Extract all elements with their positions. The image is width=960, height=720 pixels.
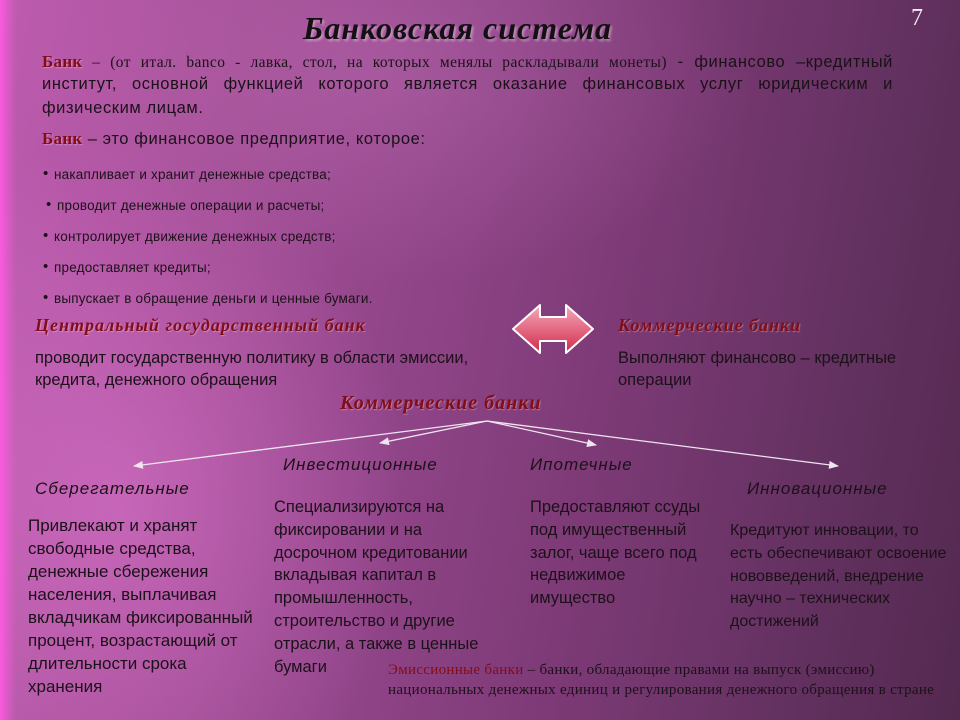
emission-banks-definition: – банки, обладающие правами на выпуск (эмиссию) — [523, 662, 875, 678]
mortgage-description — [530, 496, 700, 610]
innovation-description — [730, 520, 946, 634]
savings-description-line: Привлекают и хранят — [28, 516, 198, 535]
bank-definition-line-2: институт, основной функцией которого является оказание финансовых услуг юридическим и — [42, 75, 893, 93]
central-bank-description-line: кредита, денежного обращения — [35, 371, 278, 389]
investment-description — [274, 496, 478, 678]
central-bank-description-line: проводит государственную политику в области эмиссии, — [35, 349, 469, 367]
tree-root-title: Коммерческие банки — [340, 392, 542, 414]
savings-description-line: населения, выплачивая — [28, 585, 217, 604]
mortgage-description-line: под имущественный — [530, 520, 687, 539]
bank-term: Банк — [42, 129, 83, 148]
investment-description-line: отрасли, а также в ценные — [274, 634, 479, 653]
central-bank-title: Центральный государственный банк — [35, 315, 366, 335]
savings-description-line: денежные сбережения — [28, 562, 209, 581]
bank-function-item: • выпускает в обращение деньги и ценные бумаги. — [43, 290, 373, 308]
investment-description-line: Специализируются на — [274, 498, 445, 516]
investment-description-line: строительство и другие — [274, 611, 455, 630]
investment-description-line: фиксировании и на — [274, 520, 422, 539]
bank-term: Банк — [42, 52, 83, 71]
slide-title: Банковская система — [302, 10, 613, 46]
commercial-banks-description-line: операции — [618, 371, 692, 389]
innovation-description-line: Кредитуют инновации, то — [730, 522, 919, 539]
emission-banks-line-1 — [388, 661, 875, 680]
investment-description-line: досрочном кредитовании — [274, 543, 468, 562]
branch-label-investment: Инвестиционные — [283, 455, 438, 474]
bank-definition-2-text: – это финансовое предприятие, которое: — [82, 130, 426, 148]
investment-description-line: промышленность, — [274, 589, 413, 608]
mortgage-description-line: залог, чаще всего под — [530, 543, 697, 562]
bank-function-item: • накапливает и хранит денежные средства; — [43, 166, 331, 184]
bank-definition-line-3: физическим лицам. — [42, 99, 204, 117]
savings-description-line: длительности срока — [28, 654, 187, 673]
branch-label-savings: Сберегательные — [35, 479, 190, 498]
emission-banks-line-2: национальных денежных единиц и регулирования денежного обращения в стране — [388, 682, 935, 698]
emission-banks-term: Эмиссионные банки — [388, 662, 524, 678]
bank-definition-line-1-tail: - финансово –кредитный — [666, 53, 893, 71]
investment-description-line: бумаги — [274, 657, 327, 676]
savings-description-line: вкладчикам фиксированный — [28, 608, 253, 627]
page-number: 7 — [911, 5, 923, 31]
commercial-banks-description-line: Выполняют финансово – кредитные — [618, 349, 897, 367]
bank-function-item: • контролирует движение денежных средств; — [43, 228, 336, 246]
savings-description — [28, 514, 253, 698]
bank-function-item: • проводит денежные операции и расчеты; — [46, 197, 325, 215]
commercial-banks-title: Коммерческие банки — [618, 315, 802, 335]
bank-function-item: • предоставляет кредиты; — [43, 259, 211, 277]
branch-label-mortgage: Ипотечные — [530, 455, 633, 474]
innovation-description-line: есть обеспечивают освоение — [730, 544, 947, 562]
innovation-description-line: достижений — [730, 613, 819, 631]
mortgage-description-line: недвижимое — [530, 566, 626, 585]
innovation-description-line: нововведений, внедрение — [730, 567, 924, 585]
savings-description-line: свободные средства, — [28, 539, 196, 558]
mortgage-description-line: имущество — [530, 589, 616, 608]
branch-label-innovation: Инновационные — [747, 479, 888, 498]
investment-description-line: вкладывая капитал в — [274, 566, 437, 585]
savings-description-line: процент, возрастающий от — [28, 631, 238, 650]
bank-etymology: – (от итал. banco - лавка, стол, на которых менялы раскладывали монеты) — [82, 54, 667, 71]
mortgage-description-line: Предоставляют ссуды — [530, 498, 701, 516]
savings-description-line: хранения — [28, 677, 103, 696]
innovation-description-line: научно – технических — [730, 590, 891, 608]
